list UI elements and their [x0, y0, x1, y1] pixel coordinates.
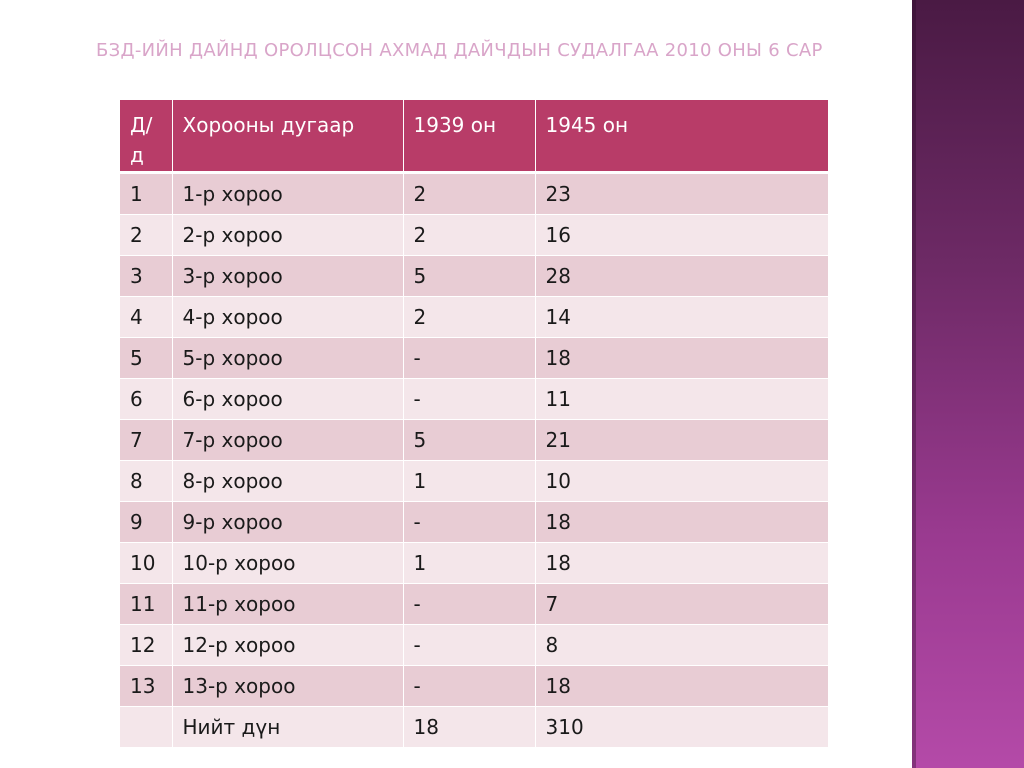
row-number: 10 [120, 542, 172, 583]
row-number: 4 [120, 296, 172, 337]
row-1939: - [403, 337, 535, 378]
row-1939: 1 [403, 542, 535, 583]
table-row [120, 337, 828, 378]
table-row [120, 460, 828, 501]
table-row [120, 419, 828, 460]
row-committee: 5-р хороо [172, 337, 403, 378]
row-1939: 2 [403, 214, 535, 255]
row-number: 9 [120, 501, 172, 542]
row-1939: 2 [403, 296, 535, 337]
row-number: 8 [120, 460, 172, 501]
table-row [120, 624, 828, 665]
row-1945: 18 [535, 665, 828, 706]
row-committee: 7-р хороо [172, 419, 403, 460]
row-1939: 5 [403, 419, 535, 460]
table-header-row [120, 100, 828, 172]
row-committee: 11-р хороо [172, 583, 403, 624]
row-committee: 12-р хороо [172, 624, 403, 665]
total-number [120, 706, 172, 747]
row-number: 7 [120, 419, 172, 460]
side-band-edge [912, 0, 916, 768]
row-1945: 7 [535, 583, 828, 624]
row-1945: 8 [535, 624, 828, 665]
row-1945: 28 [535, 255, 828, 296]
table-row [120, 172, 828, 214]
row-1945: 14 [535, 296, 828, 337]
row-number: 3 [120, 255, 172, 296]
decorative-side-band [912, 0, 1024, 768]
row-number: 6 [120, 378, 172, 419]
header-number: Д/д [120, 100, 172, 172]
row-1945: 18 [535, 542, 828, 583]
row-1939: - [403, 665, 535, 706]
row-committee: 3-р хороо [172, 255, 403, 296]
table-row [120, 542, 828, 583]
row-1945: 16 [535, 214, 828, 255]
table-row [120, 378, 828, 419]
table-row [120, 296, 828, 337]
row-number: 2 [120, 214, 172, 255]
total-label: Нийт дүн [172, 706, 403, 747]
row-number: 5 [120, 337, 172, 378]
row-1939: 5 [403, 255, 535, 296]
table-row [120, 255, 828, 296]
row-1939: 2 [403, 172, 535, 214]
row-1939: - [403, 583, 535, 624]
row-1939: - [403, 501, 535, 542]
header-1945: 1945 он [535, 100, 828, 172]
row-number: 11 [120, 583, 172, 624]
veterans-table [120, 100, 828, 747]
row-1945: 18 [535, 501, 828, 542]
row-1945: 10 [535, 460, 828, 501]
row-committee: 1-р хороо [172, 172, 403, 214]
row-committee: 13-р хороо [172, 665, 403, 706]
table-row [120, 214, 828, 255]
row-number: 13 [120, 665, 172, 706]
table-row [120, 583, 828, 624]
header-1939: 1939 он [403, 100, 535, 172]
row-committee: 6-р хороо [172, 378, 403, 419]
table-row [120, 665, 828, 706]
total-1939: 18 [403, 706, 535, 747]
row-1945: 21 [535, 419, 828, 460]
row-committee: 4-р хороо [172, 296, 403, 337]
table-total-row [120, 706, 828, 747]
row-1945: 18 [535, 337, 828, 378]
row-committee: 10-р хороо [172, 542, 403, 583]
table-row [120, 501, 828, 542]
total-1945: 310 [535, 706, 828, 747]
row-committee: 2-р хороо [172, 214, 403, 255]
row-1945: 11 [535, 378, 828, 419]
row-number: 1 [120, 172, 172, 214]
row-1939: - [403, 378, 535, 419]
row-number: 12 [120, 624, 172, 665]
row-1939: - [403, 624, 535, 665]
slide-title: БЗД-ИЙН ДАЙНД ОРОЛЦСОН АХМАД ДАЙЧДЫН СУДАЛГАА 2010 ОНЫ 6 САР [96, 40, 823, 61]
row-committee: 8-р хороо [172, 460, 403, 501]
row-1945: 23 [535, 172, 828, 214]
row-committee: 9-р хороо [172, 501, 403, 542]
header-committee: Хорооны дугаар [172, 100, 403, 172]
row-1939: 1 [403, 460, 535, 501]
